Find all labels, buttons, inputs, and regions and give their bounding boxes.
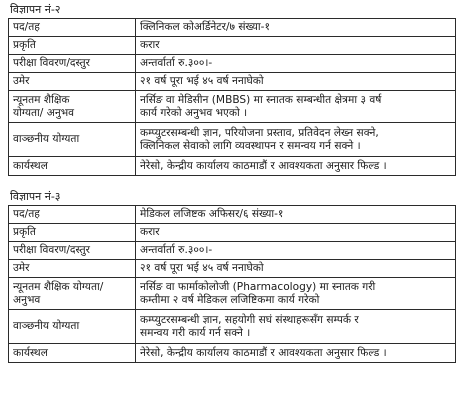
table-row	[9, 310, 456, 344]
table-row	[9, 206, 456, 224]
row-label: उमेर	[9, 260, 136, 278]
row-value: करार	[136, 224, 456, 242]
row-value: मेडिकल लजिष्टक अफिसर/६ संख्या-१	[136, 206, 456, 224]
row-value: क्लिनिकल कोअर्डिनेटर/७ संख्या-१	[136, 19, 456, 37]
row-value: अन्तर्वार्ता रु.३००।-	[136, 242, 456, 260]
row-value: कम्प्युटरसम्बन्धी ज्ञान, परियोजना प्रस्ताव, प्रतिवेदन लेख्न सक्ने, क्लिनिकल सेवाको लागि व्यवस्थापन र समन्वय गर्न सक्ने ।	[136, 123, 456, 157]
row-label: कार्यस्थल	[9, 344, 136, 363]
row-label: परीक्षा विवरण/दस्तुर	[9, 55, 136, 73]
row-label: वाञ्छनीय योग्यता	[9, 310, 136, 344]
table-row	[9, 55, 456, 73]
table-row	[9, 278, 456, 310]
table-row	[9, 123, 456, 157]
row-value: करार	[136, 37, 456, 55]
row-label: प्रकृति	[9, 224, 136, 242]
row-label: वाञ्छनीय योग्यता	[9, 123, 136, 157]
row-label: पद/तह	[9, 19, 136, 37]
notice-3-heading: विज्ञापन नं-३	[10, 190, 61, 203]
table-row	[9, 37, 456, 55]
row-value: नेरेसो, केन्द्रीय कार्यालय काठमाडौं र आवश्यकता अनुसार फिल्ड ।	[136, 344, 456, 363]
row-value: २१ वर्ष पूरा भई ४५ वर्ष ननाघेको	[136, 260, 456, 278]
table-row	[9, 260, 456, 278]
row-value: नर्सिङ वा फार्माकोलोजी (Pharmacology) मा स्नातक गरी कम्तीमा २ वर्ष मेडिकल लजिष्टिकमा कार्य गरेको	[136, 278, 456, 310]
row-label: न्यूनतम शैक्षिक योग्यता/ अनुभव	[9, 278, 136, 310]
row-label: परीक्षा विवरण/दस्तुर	[9, 242, 136, 260]
row-label: कार्यस्थल	[9, 157, 136, 176]
table-row	[9, 344, 456, 363]
table-row	[9, 19, 456, 37]
table-row	[9, 157, 456, 176]
table-row	[9, 91, 456, 123]
notice-3-table	[8, 205, 456, 363]
table-row	[9, 224, 456, 242]
row-label: पद/तह	[9, 206, 136, 224]
table-row	[9, 242, 456, 260]
row-label: उमेर	[9, 73, 136, 91]
row-label: प्रकृति	[9, 37, 136, 55]
notice-2-heading: विज्ञापन नं-२	[10, 3, 61, 16]
row-value: अन्तर्वार्ता रु.३००।-	[136, 55, 456, 73]
table-row	[9, 73, 456, 91]
row-value: कम्प्युटरसम्बन्धी ज्ञान, सहयोगी सघं संस्थाहरूसँग सम्पर्क र समन्वय गरी कार्य गर्न सक्ने ।	[136, 310, 456, 344]
row-value: नेरेसो, केन्द्रीय कार्यालय काठमाडौं र आवश्यकता अनुसार फिल्ड ।	[136, 157, 456, 176]
row-value: नर्सिङ वा मेडिसीन (MBBS) मा स्नातक सम्बन्धीत क्षेत्रमा ३ वर्ष कार्य गरेको अनुभव भएको ।	[136, 91, 456, 123]
row-label: न्यूनतम शैक्षिक योग्यता/ अनुभव	[9, 91, 136, 123]
row-value: २१ वर्ष पूरा भई ४५ वर्ष ननाघेको	[136, 73, 456, 91]
notice-2-table	[8, 18, 456, 176]
